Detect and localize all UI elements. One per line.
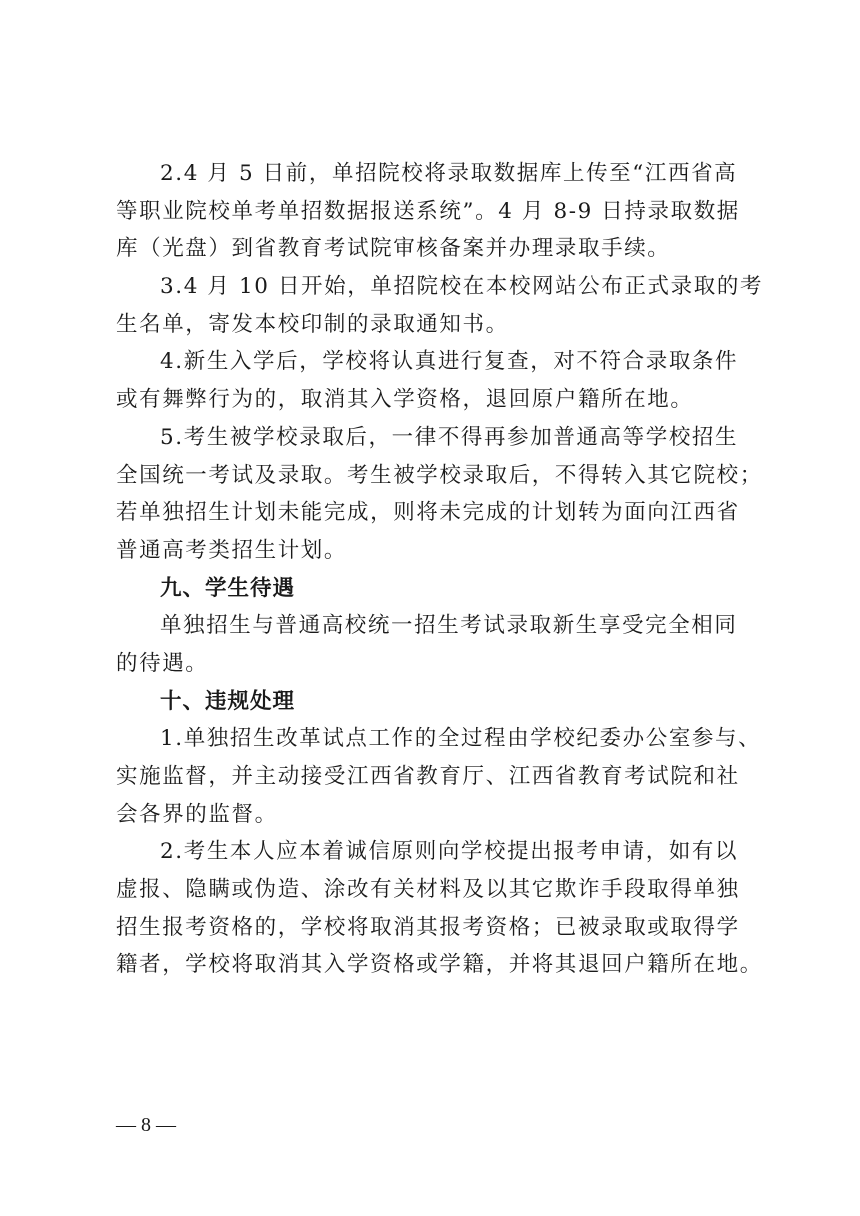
paragraph-2-line-1: 2.4 月 5 日前，单招院校将录取数据库上传至“江西省高 bbox=[160, 161, 738, 186]
section-heading-10: 十、违规处理 bbox=[160, 688, 296, 714]
section-10-item-2-line-3: 招生报考资格的，学校将取消其报考资格；已被录取或取得学 bbox=[116, 914, 740, 940]
section-10-item-1-line-2: 实施监督，并主动接受江西省教育厅、江西省教育考试院和社 bbox=[116, 764, 740, 789]
page-number: — 8 — bbox=[116, 1114, 176, 1136]
paragraph-2-line-2: 等职业院校单考单招数据报送系统”。4 月 8-9 日持录取数据 bbox=[116, 198, 740, 224]
paragraph-3-line-1: 3.4 月 10 日开始，单招院校在本校网站公布正式录取的考 bbox=[160, 274, 764, 300]
paragraph-5-line-4: 普通高考类招生计划。 bbox=[116, 537, 348, 563]
section-9-line-2: 的待遇。 bbox=[116, 650, 209, 676]
section-9-line-1: 单独招生与普通高校统一招生考试录取新生享受完全相同 bbox=[160, 613, 738, 639]
paragraph-2-line-3: 库（光盘）到省教育考试院审核备案并办理录取手续。 bbox=[116, 236, 671, 262]
section-10-item-1-line-1: 1.单独招生改革试点工作的全过程由学校纪委办公室参与、 bbox=[160, 726, 762, 752]
paragraph-5-line-1: 5.考生被学校录取后，一律不得再参加普通高等学校招生 bbox=[160, 424, 739, 450]
paragraph-5-line-3: 若单独招生计划未能完成，则将未完成的计划转为面向江西省 bbox=[116, 500, 740, 526]
paragraph-4-line-2: 或有舞弊行为的，取消其入学资格，退回原户籍所在地。 bbox=[116, 387, 694, 413]
section-10-item-1-line-3: 会各界的监督。 bbox=[116, 801, 278, 827]
paragraph-5-line-2: 全国统一考试及录取。考生被学校录取后，不得转入其它院校； bbox=[116, 462, 763, 488]
document-body bbox=[116, 155, 764, 984]
section-10-item-2-line-2: 虚报、隐瞒或伪造、涂改有关材料及以其它欺诈手段取得单独 bbox=[116, 877, 740, 903]
section-10-item-2-line-4: 籍者，学校将取消其入学资格或学籍，并将其退回户籍所在地。 bbox=[116, 952, 763, 978]
section-heading-9: 九、学生待遇 bbox=[160, 575, 296, 601]
paragraph-4-line-1: 4.新生入学后，学校将认真进行复查，对不符合录取条件 bbox=[160, 349, 739, 375]
section-10-item-2-line-1: 2.考生本人应本着诚信原则向学校提出报考申请，如有以 bbox=[160, 839, 739, 865]
paragraph-3-line-2: 生名单，寄发本校印制的录取通知书。 bbox=[116, 311, 509, 337]
